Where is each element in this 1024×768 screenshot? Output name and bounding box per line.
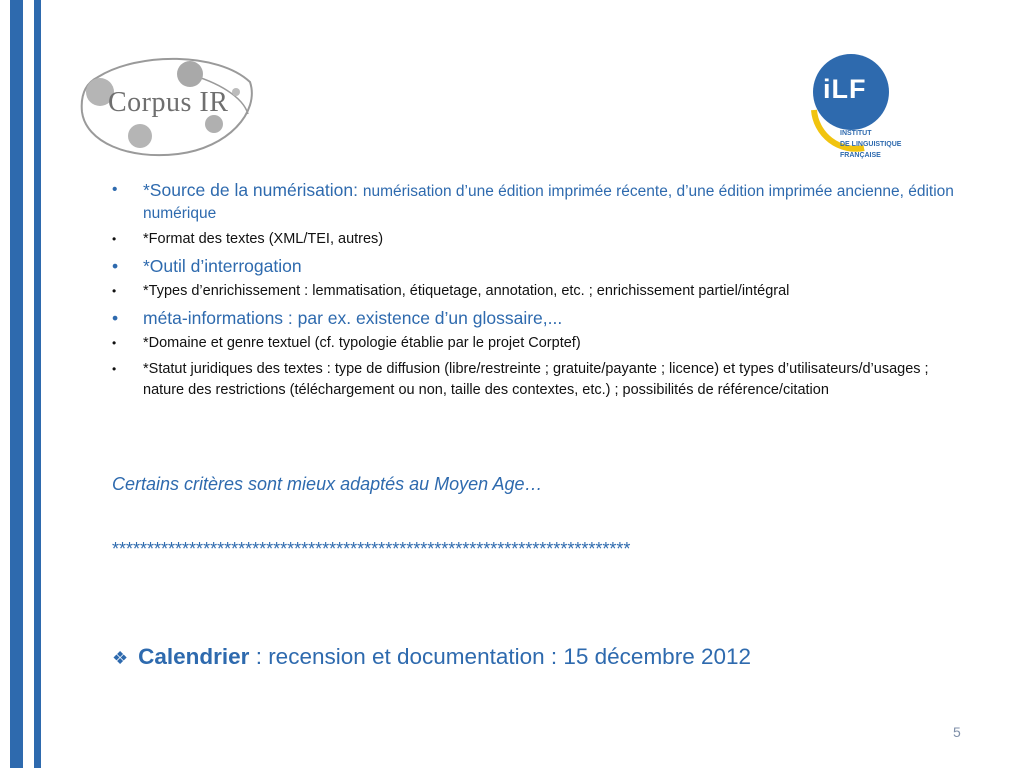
left-border-bar <box>10 0 23 768</box>
criteria-list <box>112 179 972 406</box>
corpus-ir-logo-text: Corpus IR <box>108 87 229 118</box>
bullet-glyph: • <box>112 232 117 246</box>
calendar-text: : recension et documentation : 15 décembre 2012 <box>249 644 752 669</box>
list-item-text: méta-informations : par ex. existence d’un glossaire,... <box>143 308 563 328</box>
left-border-bar-thin <box>34 0 41 768</box>
list-item-lead: *Source de la numérisation: <box>143 180 363 200</box>
list-item <box>112 281 972 302</box>
list-item-text: *Domaine et genre textuel (cf. typologie établie par le projet Corptef) <box>143 335 581 351</box>
list-item-text: *Outil d’interrogation <box>143 256 302 276</box>
list-item <box>112 229 972 250</box>
bullet-glyph: • <box>112 256 119 276</box>
list-item-text: *Types d’enrichissement : lemmatisation, étiquetage, annotation, etc. ; enrichissement partiel/intégral <box>143 283 790 299</box>
ilf-logo-word: iLF <box>823 74 867 104</box>
diamond-bullet-icon: ❖ <box>112 648 129 668</box>
ilf-logo-subtitle: INSTITUT DE LINGUISTIQUE FRANÇAISE <box>840 130 902 159</box>
list-item <box>112 255 972 278</box>
list-item <box>112 307 972 330</box>
list-item-text: *Format des textes (XML/TEI, autres) <box>143 231 384 247</box>
list-item-text: numérisation d’une édition imprimée récente, d’une édition imprimée ancienne, édition numérique <box>143 183 954 222</box>
bullet-glyph: • <box>112 336 117 350</box>
italic-note: Certains critères sont mieux adaptés au Moyen Age… <box>112 474 543 494</box>
calendar-line <box>112 644 751 670</box>
list-item <box>112 359 972 401</box>
list-item-text: *Statut juridiques des textes : type de diffusion (libre/restreinte ; gratuite/payante ; licence) et types d’utilisateurs/d’usages ; nature des restrictions (téléchargement ou non, taille des contextes, etc.) ; possibilités de référence/citation <box>143 361 929 398</box>
bullet-glyph: • <box>112 308 119 328</box>
list-item <box>112 179 972 225</box>
page-number: 5 <box>953 724 961 740</box>
list-item <box>112 333 972 354</box>
corpus-ir-logo <box>78 52 258 160</box>
bullet-glyph: • <box>112 181 118 198</box>
bullet-glyph: • <box>112 362 117 376</box>
ilf-logo <box>804 50 924 170</box>
bullet-glyph: • <box>112 284 117 298</box>
asterisk-separator: ************************************************************************** <box>112 539 631 559</box>
calendar-keyword: Calendrier <box>138 644 250 669</box>
